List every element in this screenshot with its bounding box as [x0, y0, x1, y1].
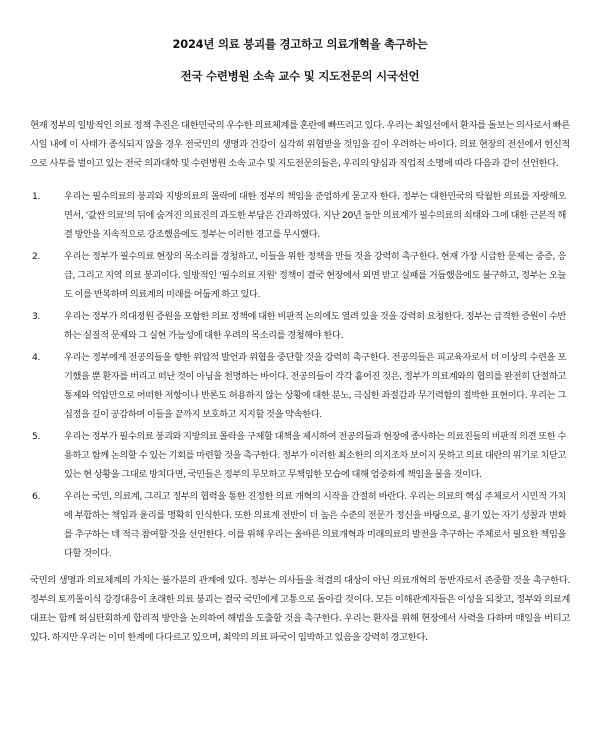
item-number: 4. [32, 352, 41, 363]
item-text: 우리는 정부가 필수의료 붕괴와 지방의료 몰락을 구제할 대책을 제시하여 전공의들과 현장에 종사하는 의료진들의 비판적 의견 또한 수용하고 함께 논의할 수 있는 기회를 마련할 것을 촉구한다. 정부가 이러한 최소한의 의지조차 보이지 못하고 의료 대란의 위기로 치닫고 있는 현 상황을 그대로 방치다면, 국민들은 정부의 무모하고 무책임한 모습에 대해 엄중하게 책임을 물을 것이다. [64, 431, 567, 480]
title-line-2: 전국 수련병원 소속 교수 및 지도전문의 시국선언 [180, 69, 420, 83]
declaration-item-1 [30, 187, 570, 244]
item-text: 우리는 정부가 의대정원 증원을 포함한 의료 정책에 대한 비판적 논의에도 열려 있을 것을 강력히 요청한다. 정부는 급격한 증원이 수반하는 실질적 문제와 그 실현 가능성에 대한 우려의 목소리를 경청해야 한다. [64, 311, 566, 341]
item-number: 3. [32, 311, 41, 322]
item-number: 5. [32, 431, 41, 442]
closing-paragraph: 국민의 생명과 의료체계의 가치는 불가분의 관계에 있다. 정부는 의사들을 척결의 대상이 아닌 의료개혁의 동반자로서 존중할 것을 촉구한다. 정부의 토끼몰이식 강경대응이 초래한 의료 붕괴는 결국 국민에게 고통으로 돌아갈 것이다. 모든 이해관계자들은 이성을 되찾고, 정부와 의료계 대표는 함께 허심탄회하게 합리적 방안을 논의하여 해법을 도출할 것을 촉구한다. 우리는 환자를 위해 현장에서 사력을 다하며 매일을 버티고 있다. 하지만 우리는 이미 한계에 다다르고 있으며, 최악의 의료 파국이 임박하고 있음을 강력히 경고한다. [30, 575, 570, 643]
declaration-list [30, 187, 570, 563]
declaration-item-6 [30, 487, 570, 563]
item-text: 우리는 정부가 필수의료 현장의 목소리를 경청하고, 이들을 위한 정책을 만들 것을 강력히 촉구한다. 현재 가장 시급한 문제는 중증, 응급, 그리고 지역 의료 붕괴이다. 일방적인 '필수의료 지원' 정책이 결국 현장에서 외면 받고 실패를 거듭했음에도 불구하고, 정부는 오늘도 이를 반복하며 의료계의 미래를 어둡게 하고 있다. [64, 251, 566, 300]
item-number: 1. [32, 191, 41, 202]
item-text: 우리는 국민, 의료계, 그리고 정부의 협력을 통한 진정한 의료 개혁의 시작을 간절히 바란다. 우리는 의료의 핵심 주체로서 시민적 가치에 부합하는 책임과 윤리를 명확히 인식한다. 또한 의료계 전반이 더 높은 수준의 전문가 정신을 바탕으로, 용기 있는 자기 성찰과 변화를 추구하는 데 적극 참여할 것을 선언한다. 이를 위해 우리는 올바른 의료개혁과 미래의료의 발전을 추구하는 주체로서 필요한 책임을 다할 것이다. [64, 491, 566, 559]
item-text: 우리는 필수의료의 붕괴와 지방의료의 몰락에 대한 정부의 책임을 준엄하게 묻고자 한다. 정부는 대한민국의 탁월한 의료를 자랑해오면서, '값싼 의료'의 뒤에 숨겨진 의료진의 과도한 부담은 간과하였다. 지난 20년 동안 의료계가 필수의료의 쇠태와 그에 대한 근본적 해결 방안을 지속적으로 강조했음에도 정부는 이러한 경고를 무시했다. [64, 191, 566, 240]
document-title [30, 34, 570, 86]
declaration-item-3 [30, 307, 570, 345]
title-line-1: 2024년 의료 붕괴를 경고하고 의료개혁을 촉구하는 [172, 37, 428, 51]
declaration-item-5 [30, 427, 570, 484]
item-number: 2. [32, 251, 41, 262]
intro-paragraph: 현재 정부의 일방적인 의료 정책 추진은 대한민국의 우수한 의료체계를 혼란에 빠뜨리고 있다. 우리는 최일선에서 환자를 돌보는 의사로서 빠른 시일 내에 이 사태가 종식되지 않을 경우 전국민의 생명과 건강이 심각히 위협받을 것임을 깊이 우려하는 바이다. 의료 현장의 전선에서 헌신적으로 사투를 벌이고 있는 전국 의과대학 및 수련병원 소속 교수 및 지도전문의들은, 우리의 양심과 직업적 소명에 따라 다음과 같이 선언한다. [30, 120, 570, 169]
item-text: 우리는 정부에게 전공의들을 향한 위압적 발언과 위협을 중단할 것을 강력히 촉구한다. 전공의들은 피교육자로서 더 이상의 수련을 포기했을 뿐 환자를 버리고 떠난 것이 아님을 천명하는 바이다. 전공의들이 각각 흩어진 것은, 정부가 의료계와의 협의를 완전히 단절하고 통제와 억압만으로 어떠한 저항이나 반론도 허용하지 않는 상황에 대한 분노, 극심한 좌절감과 무기력함의 절박한 표현이다. 우리는 그 심정을 깊이 공감하며 이들을 끝까지 보호하고 지지할 것을 약속한다. [64, 352, 566, 420]
declaration-item-2 [30, 247, 570, 304]
declaration-item-4 [30, 348, 570, 424]
item-number: 6. [32, 491, 41, 502]
